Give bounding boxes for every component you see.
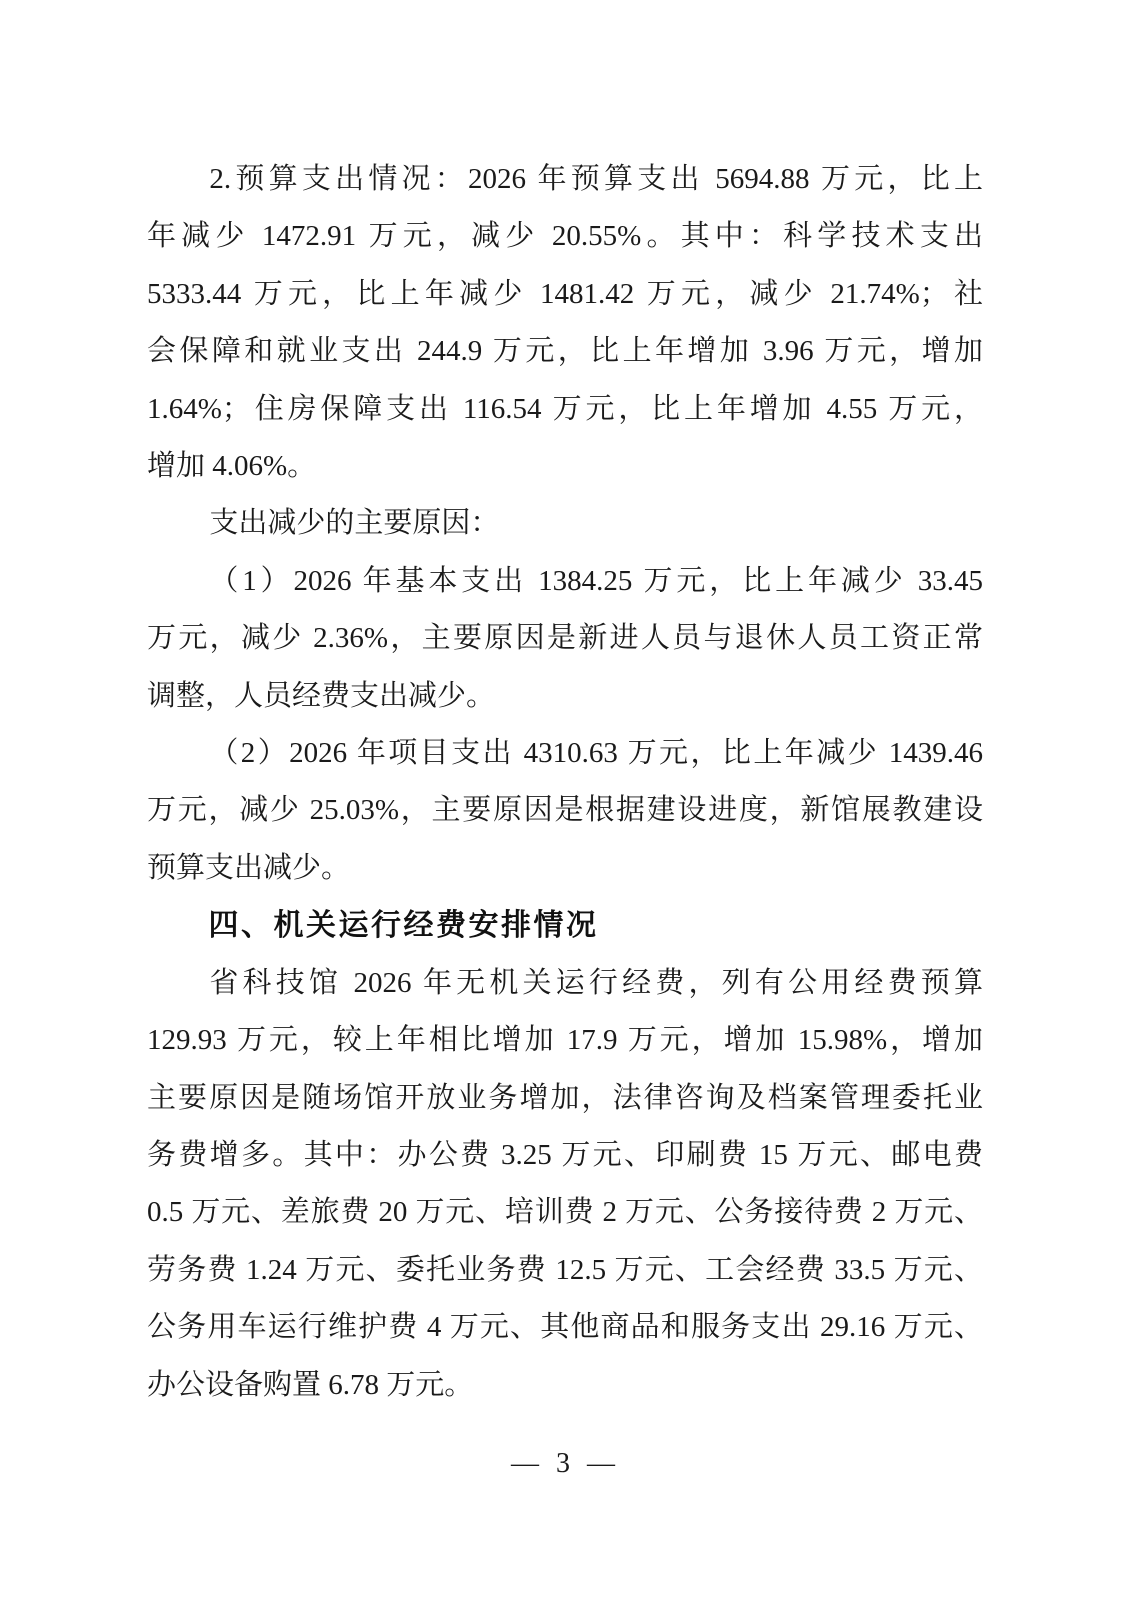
page-number-label: — 3 — [511,1448,620,1479]
paragraph-expenditure-overview [147,151,983,495]
text-line: 支出减少的主要原因： [209,507,500,540]
paragraph-basic-expenditure [147,553,983,725]
text-line: 公务用车运行维护费 4 万元、其他商品和服务支出 29.16 万元、 [147,1311,983,1344]
paragraph-project-expenditure [147,725,983,897]
text-line: 1.64%；住房保障支出 116.54 万元，比上年增加 4.55 万元， [147,392,983,425]
text-line: 0.5 万元、差旅费 20 万元、培训费 2 万元、公务接待费 2 万元、 [147,1196,983,1229]
text-line: 省科技馆 2026 年无机关运行经费，列有公用经费预算 [209,966,983,999]
text-line: （2）2026 年项目支出 4310.63 万元，比上年减少 1439.46 [209,737,983,770]
text-line: 主要原因是随场馆开放业务增加，法律咨询及档案管理委托业 [147,1081,983,1114]
text-line: 务费增多。其中：办公费 3.25 万元、印刷费 15 万元、邮电费 [147,1138,983,1171]
text-line: 129.93 万元，较上年相比增加 17.9 万元，增加 15.98%，增加 [147,1024,983,1057]
text-line: 调整，人员经费支出减少。 [147,679,496,712]
document-body [147,151,983,1414]
section-heading-operating-funds: 四、机关运行经费安排情况 [208,909,599,943]
text-line: 办公设备购置 6.78 万元。 [147,1368,474,1401]
text-line: 2.预算支出情况：2026 年预算支出 5694.88 万元，比上 [209,163,983,195]
text-line: 劳务费 1.24 万元、委托业务费 12.5 万元、工会经费 33.5 万元、 [147,1253,983,1286]
text-line: 年减少 1472.91 万元，减少 20.55%。其中：科学技术支出 [147,220,983,253]
text-line: 5333.44 万元，比上年减少 1481.42 万元，减少 21.74%；社 [147,277,983,310]
text-line: 会保障和就业支出 244.9 万元，比上年增加 3.96 万元，增加 [147,335,983,368]
text-line: 万元，减少 25.03%，主要原因是根据建设进度，新馆展教建设 [147,794,983,827]
paragraph-operating-funds-detail [147,955,983,1414]
text-line: 增加 4.06%。 [147,450,317,483]
paragraph-reduction-reasons-intro [147,495,983,552]
text-line: （1）2026 年基本支出 1384.25 万元，比上年减少 33.45 [209,564,983,597]
text-line: 预算支出减少。 [147,851,351,884]
text-line: 万元，减少 2.36%，主要原因是新进人员与退休人员工资正常 [147,622,983,655]
page-number [0,1448,1131,1480]
